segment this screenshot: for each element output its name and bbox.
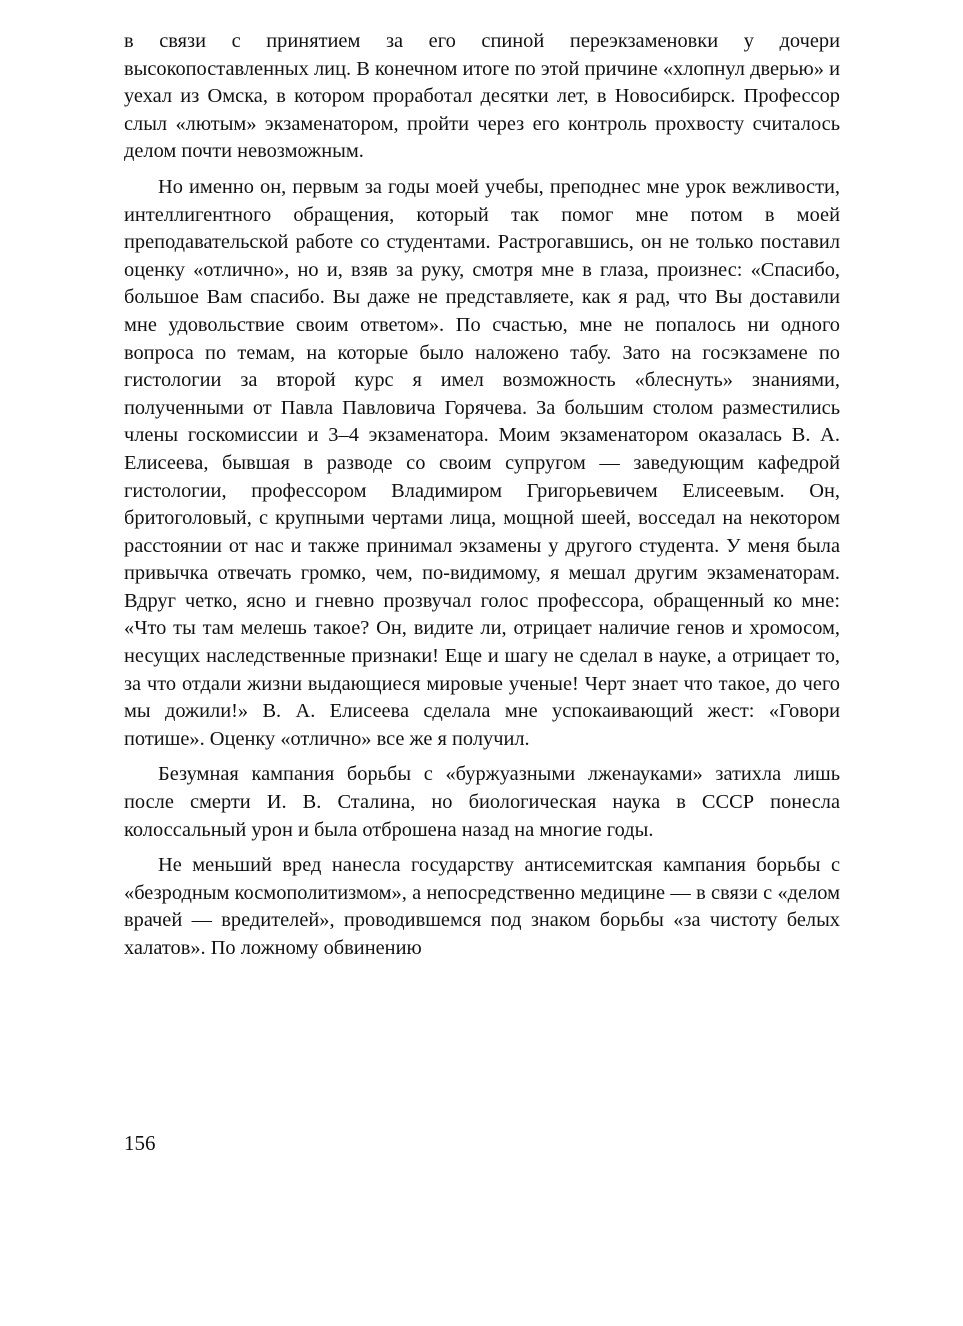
paragraph-2: Но именно он, первым за годы моей учебы, преподнес мне урок вежливости, интеллигентного обращения, который так помог мне потом в моей преподавательской работе со студентами. Растрогавшись, он не только поставил оценку «отлично», но и, взяв за руку, смотря мне в глаза, произнес: «Спасибо, большое Вам спасибо. Вы даже не представляете, как я рад, что Вы доставили мне удовольствие своим ответом». По счастью, мне не попалось ни одного вопроса по темам, на которые было наложено табу. Зато на госэкзамене по гистологии за второй курс я имел возможность «блеснуть» знаниями, полученными от Павла Павловича Горячева. За большим столом разместились члены госкомиссии и 3–4 экзаменатора. Моим экзаменатором оказалась В. А. Елисеева, бывшая в разводе со своим супругом — заведующим кафедрой гистологии, профессором Владимиром Григорьевичем Елисеевым. Он, бритоголовый, с крупными чертами лица, мощной шеей, восседал на некотором расстоянии от нас и также принимал экзамены у другого студента. У меня была привычка отвечать громко, чем, по-видимому, я мешал другим экзаменаторам. Вдруг четко, ясно и гневно прозвучал голос профессора, обращенный ко мне: «Что ты там мелешь такое? Он, видите ли, отрицает наличие генов и хромосом, несущих наследственные признаки! Еще и шагу не сделал в науке, а отрицает то, за что отдали жизни выдающиеся мировые ученые! Черт знает что такое, до чего мы дожили!» В. А. Елисеева сделала мне успокаивающий жест: «Говори потише». Оценку «отлично» все же я получил. <box>124 175 840 750</box>
page-body <box>124 28 840 971</box>
paragraph-4: Не меньший вред нанесла государству антисемитская кампания борьбы с «безродным космополитизмом», а непосредственно медицине — в связи с «делом врачей — вредителей», проводившемся под знаком борьбы «за чистоту белых халатов». По ложному обвинению <box>124 854 840 959</box>
paragraph-1: в связи с принятием за его спиной переэкзаменовки у дочери высокопоставленных лиц. В конечном итоге по этой причине «хлопнул дверью» и уехал из Омска, в котором проработал десятки лет, в Новосибирск. Профессор слыл «лютым» экзаменатором, пройти через его контроль прохвосту считалось делом почти невозможным. <box>124 30 840 163</box>
page-number: 156 <box>124 1131 156 1155</box>
paragraph-3: Безумная кампания борьбы с «буржуазными лженауками» затихла лишь после смерти И. В. Сталина, но биологическая наука в СССР понесла колоссальный урон и была отброшена назад на многие годы. <box>124 763 840 841</box>
